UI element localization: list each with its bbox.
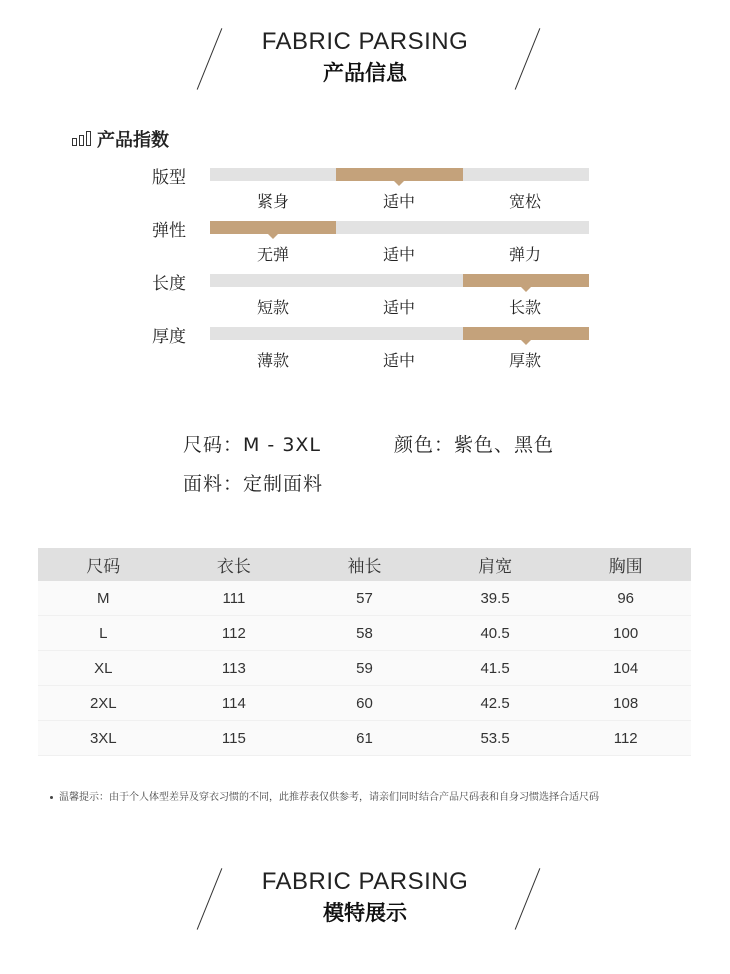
index-option-label: 薄款 <box>256 351 289 370</box>
table-row <box>38 686 691 721</box>
table-cell: 100 <box>560 616 691 651</box>
size-chart-column-header: 胸围 <box>560 548 691 581</box>
table-cell: XL <box>38 651 169 686</box>
section-header-model-display <box>0 868 730 948</box>
index-selected-segment <box>463 274 589 287</box>
size-tip-text: 温馨提示：由于个人体型差异及穿衣习惯的不同，此推荐表仅供参考，请亲们同时结合产品尺码表和自身习惯选择合适尺码 <box>59 792 599 803</box>
index-option-label: 厚款 <box>508 351 541 370</box>
table-cell: 2XL <box>38 686 169 721</box>
index-option-label: 弹力 <box>508 245 541 264</box>
table-cell: 104 <box>560 651 691 686</box>
header-english-title: FABRIC PARSING <box>261 868 469 895</box>
table-cell: 40.5 <box>430 616 561 651</box>
table-cell: M <box>38 581 169 616</box>
index-label: 厚度 <box>152 327 186 347</box>
index-label: 弹性 <box>152 221 186 241</box>
selection-pointer-icon <box>521 340 531 345</box>
selection-pointer-icon <box>521 287 531 292</box>
index-option-label: 适中 <box>382 245 415 264</box>
index-option-label: 适中 <box>382 298 415 317</box>
table-row <box>38 651 691 686</box>
index-scale-track <box>210 274 589 287</box>
bar-chart-icon <box>72 132 91 146</box>
table-cell: 42.5 <box>430 686 561 721</box>
size-tip-note <box>50 788 599 803</box>
header-english-title: FABRIC PARSING <box>261 28 469 55</box>
table-cell: 39.5 <box>430 581 561 616</box>
index-scale-track <box>210 221 589 234</box>
selection-pointer-icon <box>394 181 404 186</box>
table-cell: 112 <box>169 616 300 651</box>
color-options-text: 颜色：紫色、黑色 <box>394 434 555 456</box>
index-scale-track <box>210 168 589 181</box>
table-cell: 60 <box>299 686 430 721</box>
table-cell: 61 <box>299 721 430 756</box>
size-chart-column-header: 袖长 <box>299 548 430 581</box>
header-chinese-title: 产品信息 <box>323 61 407 85</box>
table-cell: 112 <box>560 721 691 756</box>
table-cell: 108 <box>560 686 691 721</box>
index-label: 长度 <box>152 274 186 294</box>
table-row <box>38 581 691 616</box>
index-option-label: 短款 <box>256 298 289 317</box>
bullet-icon <box>50 796 53 799</box>
table-cell: L <box>38 616 169 651</box>
index-option-label: 长款 <box>508 298 541 317</box>
table-row <box>38 721 691 756</box>
index-option-label: 无弹 <box>256 245 289 264</box>
table-cell: 57 <box>299 581 430 616</box>
size-chart-column-header: 肩宽 <box>430 548 561 581</box>
table-cell: 53.5 <box>430 721 561 756</box>
table-cell: 58 <box>299 616 430 651</box>
table-cell: 113 <box>169 651 300 686</box>
table-cell: 41.5 <box>430 651 561 686</box>
table-cell: 3XL <box>38 721 169 756</box>
table-cell: 59 <box>299 651 430 686</box>
size-range-text: 尺码：M - 3XL <box>183 434 322 456</box>
section-header-product-info <box>0 28 730 108</box>
index-option-label: 宽松 <box>508 192 541 211</box>
table-cell: 114 <box>169 686 300 721</box>
fabric-text: 面料：定制面料 <box>183 473 324 495</box>
table-cell: 115 <box>169 721 300 756</box>
size-chart-table <box>38 548 691 756</box>
selection-pointer-icon <box>268 234 278 239</box>
table-cell: 111 <box>169 581 300 616</box>
index-scale-track <box>210 327 589 340</box>
table-row <box>38 616 691 651</box>
product-index-heading <box>72 126 169 152</box>
index-selected-segment <box>463 327 589 340</box>
index-option-label: 紧身 <box>256 192 289 211</box>
index-selected-segment <box>336 168 462 181</box>
index-label: 版型 <box>152 168 186 188</box>
index-selected-segment <box>210 221 336 234</box>
header-chinese-title: 模特展示 <box>323 901 407 925</box>
index-option-label: 适中 <box>382 351 415 370</box>
size-chart-header-row <box>38 548 691 581</box>
product-index-title: 产品指数 <box>97 130 169 151</box>
size-chart-column-header: 衣长 <box>169 548 300 581</box>
index-option-label: 适中 <box>382 192 415 211</box>
table-cell: 96 <box>560 581 691 616</box>
size-chart-column-header: 尺码 <box>38 548 169 581</box>
